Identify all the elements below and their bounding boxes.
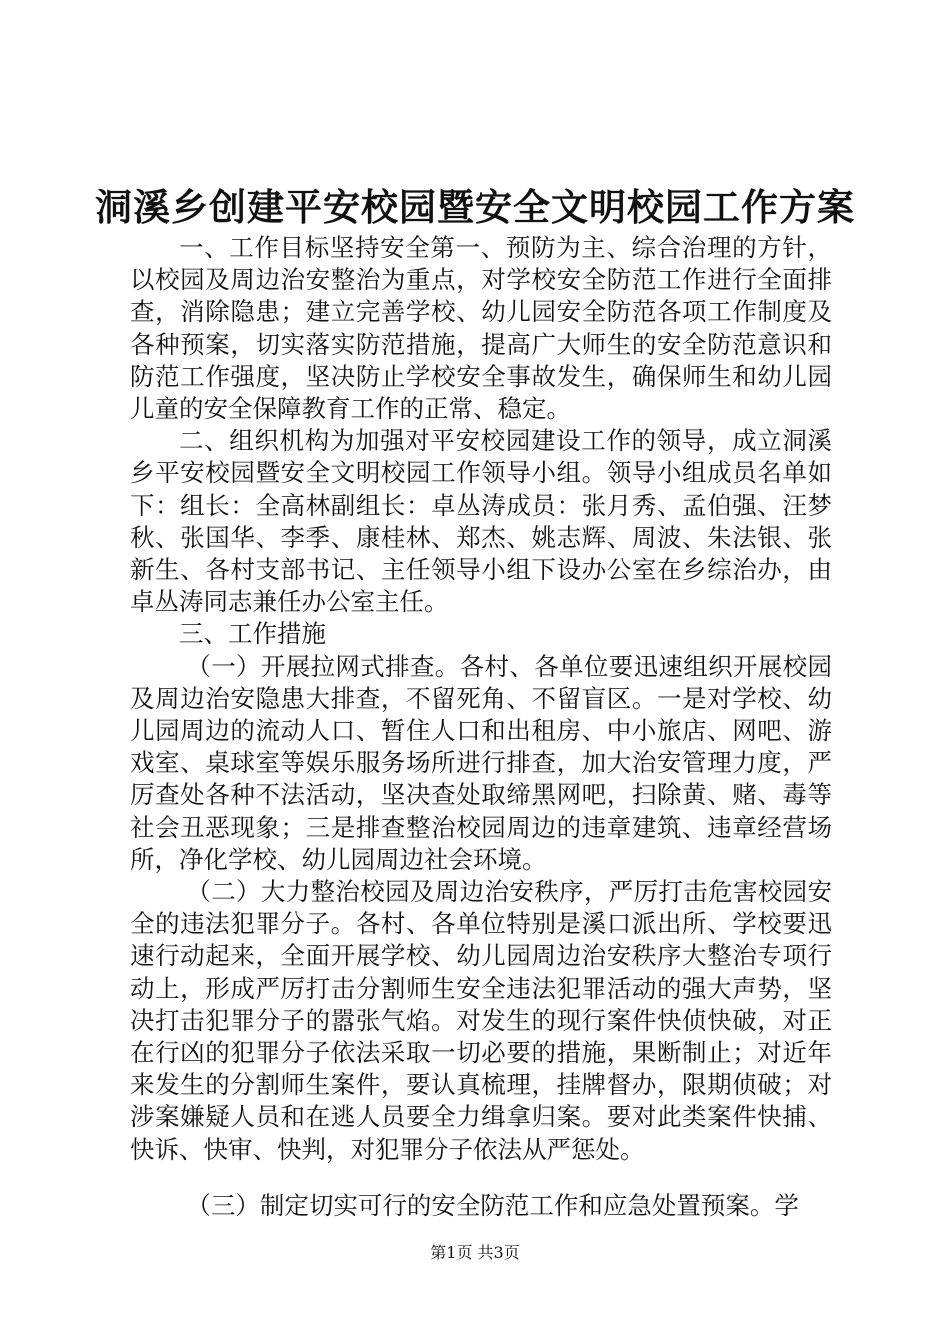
paragraph-measure-1: （一）开展拉网式排查。各村、各单位要迅速组织开展校园及周边治安隐患大排查，不留死角、不留盲区。一是对学校、幼儿园周边的流动人口、暂住人口和出租房、中小旅店、网吧、游戏室、桌球室等娱乐服务场所进行排查，加大治安管理力度，严厉查处各种不法活动，坚决查处取缔黑网吧，扫除黄、赌、毒等社会丑恶现象；三是排查整治校园周边的违章建筑、违章经营场所，净化学校、幼儿园周边社会环境。 xyxy=(130,651,832,874)
paragraph-measure-3: （三）制定切实可行的安全防范工作和应急处置预案。学 xyxy=(186,1190,799,1220)
page-number-footer: 第1页 共3页 xyxy=(430,1243,520,1262)
paragraph-measure-2: （二）大力整治校园及周边治安秩序，严厉打击危害校园安全的违法犯罪分子。各村、各单位特别是溪口派出所、学校要迅速行动起来，全面开展学校、幼儿园周边治安秩序大整治专项行动上，形成严厉打击分割师生安全违法犯罪活动的强大声势，坚决打击犯罪分子的嚣张气焰。对发生的现行案件快侦快破，对正在行凶的犯罪分子依法采取一切必要的措施，果断制止；对近年来发生的分割师生案件，要认真梳理，挂牌督办，限期侦破；对涉案嫌疑人员和在逃人员要全力缉拿归案。要对此类案件快捕、快诉、快审、快判，对犯罪分子依法从严惩处。 xyxy=(130,877,832,1164)
paragraph-measures-heading: 三、工作措施 xyxy=(179,619,326,649)
document-title: 洞溪乡创建平安校园暨安全文明校园工作方案 xyxy=(95,185,855,229)
document-body xyxy=(130,232,832,1222)
paragraph-goals: 一、工作目标坚持安全第一、预防为主、综合治理的方针，以校园及周边治安整治为重点，对学校安全防范工作进行全面排查，消除隐患；建立完善学校、幼儿园安全防范各项工作制度及各种预案，切实落实防范措施，提高广大师生的安全防范意识和防范工作强度，坚决防止学校安全事故发生，确保师生和幼儿园儿童的安全保障教育工作的正常、稳定。 xyxy=(130,233,832,424)
paragraph-organization: 二、组织机构为加强对平安校园建设工作的领导，成立洞溪乡平安校园暨安全文明校园工作领导小组。领导小组成员名单如下：组长：全高林副组长：卓丛涛成员：张月秀、孟伯强、汪梦秋、张国华、李季、康桂林、郑杰、姚志辉、周波、朱法银、张新生、各村支部书记、主任领导小组下设办公室在乡综治办，由卓丛涛同志兼任办公室主任。 xyxy=(130,426,832,617)
